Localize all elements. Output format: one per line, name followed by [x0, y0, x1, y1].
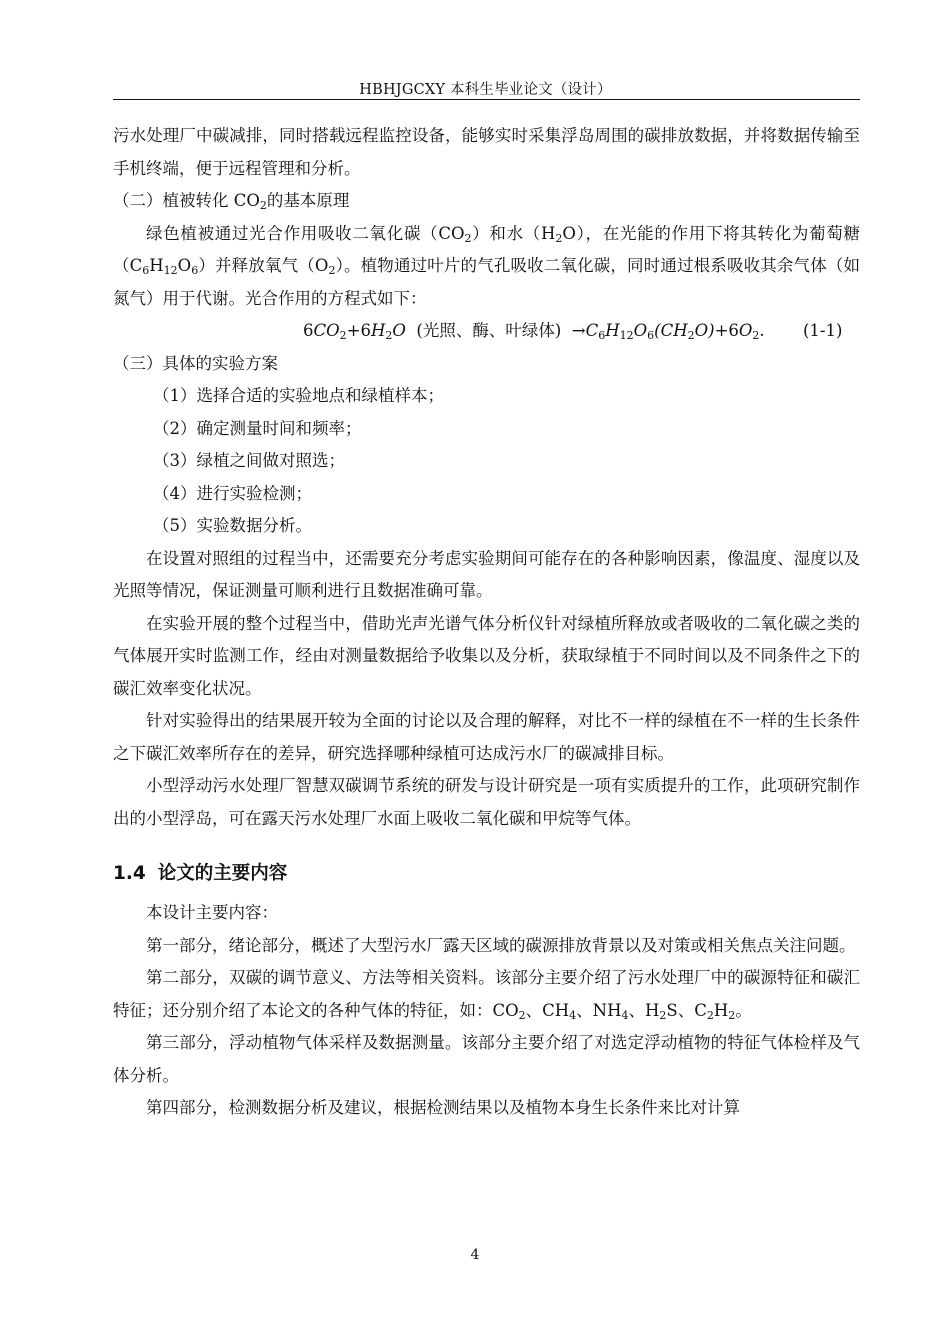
equation-part: +6	[346, 321, 371, 340]
main-content-intro: 本设计主要内容：	[146, 903, 278, 922]
subscript: 2	[752, 329, 760, 342]
text-run: 、CH	[525, 1000, 570, 1020]
section-number: 1.4	[113, 863, 146, 884]
text-run: 第二部分，双碳的调节意义、方法等相关资料。该部分主要介绍了污水处理厂中的碳源特征和碳汇特征；还分别介绍了本论文的各种气体的特征，如：CO	[113, 968, 860, 1020]
subscript: 2	[728, 1008, 736, 1022]
equation-part: C	[585, 321, 599, 340]
subscript: 2	[259, 199, 267, 212]
equation-part: H	[370, 321, 386, 340]
subscript: 4	[569, 1008, 577, 1022]
text-run: ）并释放氧气（O	[198, 256, 329, 275]
subscript: 6	[647, 329, 655, 342]
subscript: 2	[339, 329, 347, 342]
equation-part: H	[605, 321, 620, 340]
text-run: H	[149, 256, 164, 275]
subscript: 2	[328, 264, 336, 277]
subscript: 2	[706, 1008, 714, 1022]
subscript: 2	[555, 231, 563, 245]
plan-step: （2）确定测量时间和频率；	[153, 418, 362, 438]
subscript: 2	[659, 1008, 667, 1022]
text-run: 。	[735, 1000, 752, 1020]
part-three-paragraph: 第三部分，浮动植物气体采样及数据测量。该部分主要介绍了对选定浮动植物的特征气体检样及气体分析。	[113, 1033, 860, 1085]
subscript: 2	[464, 231, 472, 245]
intro-paragraph: 污水处理厂中碳减排，同时搭载远程监控设备，能够实时采集浮岛周围的碳排放数据，并将数据传输至手机终端，便于远程管理和分析。	[113, 126, 860, 178]
subscript: 2	[385, 329, 393, 342]
subsection-heading-principle	[113, 185, 860, 218]
part-one-paragraph: 第一部分，绪论部分，概述了大型污水厂露天区域的碳源排放背景以及对策或相关焦点关注问题。	[146, 935, 856, 955]
subscript: 6	[598, 329, 606, 342]
equation-part: O	[738, 321, 753, 340]
subscript: 12	[163, 264, 178, 277]
subscript: 6	[191, 264, 199, 277]
plan-step: （5）实验数据分析。	[153, 516, 312, 535]
text-run: 、NH	[576, 1000, 622, 1020]
plan-step: （3）绿植之间做对照选；	[153, 451, 345, 470]
section-title: 论文的主要内容	[157, 863, 288, 884]
text-run: 绿色植被通过光合作用吸收二氧化碳（CO	[146, 223, 465, 243]
equation-part: .	[759, 321, 765, 340]
heading-text: （二）植被转化 CO	[113, 191, 260, 210]
section-heading	[113, 857, 860, 891]
subscript: 12	[619, 329, 634, 342]
subsection-heading-plan: （三）具体的实验方案	[113, 353, 278, 373]
header-divider	[113, 99, 860, 100]
monitoring-paragraph: 在实验开展的整个过程当中，借助光声光谱气体分析仪针对绿植所释放或者吸收的二氧化碳之类的气体展开实时监测工作，经由对测量数据给予收集以及分析，获取绿植于不同时间以及不同条件之下的碳汇效率变化状况。	[113, 613, 860, 698]
part-four-paragraph: 第四部分，检测数据分析及建议，根据检测结果以及植物本身生长条件来比对计算	[146, 1098, 740, 1117]
text-run: S、C	[666, 1000, 707, 1020]
text-run: ）和水（H	[471, 223, 556, 243]
text-run: H	[713, 1000, 729, 1020]
equation-part: O	[633, 321, 648, 340]
plan-step: （1）选择合适的实验地点和绿植样本；	[153, 386, 444, 405]
photosynthesis-paragraph	[113, 218, 860, 316]
control-group-paragraph: 在设置对照组的过程当中，还需要充分考虑实验期间可能存在的各种影响因素，像温度、湿度以及光照等情况，保证测量可顺利进行且数据准确可靠。	[113, 548, 860, 600]
subscript: 6	[142, 264, 150, 277]
part-two-paragraph	[113, 962, 860, 1027]
heading-text: 的基本原理	[266, 191, 350, 210]
text-run: O），在光能的作用下将其转化为葡萄糖（C	[113, 223, 860, 275]
equation-part: +6	[714, 321, 739, 340]
discussion-paragraph: 针对实验得出的结果展开较为全面的讨论以及合理的解释，对比不一样的绿植在不一样的生长条件之下碳汇效率所存在的差异，研究选择哪种绿植可达成污水厂的碳减排目标。	[113, 711, 860, 763]
equation-number: (1-1)	[803, 321, 843, 340]
equation-part: O	[392, 321, 406, 340]
text-run: ）。植物通过叶片的气孔吸收二氧化碳，同时通过根系吸收其余气体（如氮气）用于代谢。光合作用的方程式如下：	[113, 256, 861, 308]
equation-part: CO	[313, 321, 340, 340]
equation-condition: (光照、酶、叶绿体) →	[405, 321, 586, 340]
subscript: 4	[621, 1008, 629, 1022]
equation-part: (CH	[654, 321, 688, 340]
subscript: 2	[518, 1008, 526, 1022]
subscript: 2	[687, 329, 695, 342]
equation-part: 6	[303, 321, 314, 340]
running-header: HBHJGCXY 本科生毕业论文（设计）	[359, 82, 612, 98]
summary-paragraph: 小型浮动污水处理厂智慧双碳调节系统的研发与设计研究是一项有实质提升的工作，此项研究制作出的小型浮岛，可在露天污水处理厂水面上吸收二氧化碳和甲烷等气体。	[113, 776, 860, 828]
photosynthesis-equation	[113, 315, 860, 348]
page-number: 4	[470, 1247, 480, 1263]
plan-step: （4）进行实验检测；	[153, 483, 312, 503]
text-run: 、H	[628, 1000, 660, 1020]
page-body	[113, 120, 860, 1125]
equation-part: O)	[694, 321, 715, 340]
text-run: O	[177, 256, 192, 275]
